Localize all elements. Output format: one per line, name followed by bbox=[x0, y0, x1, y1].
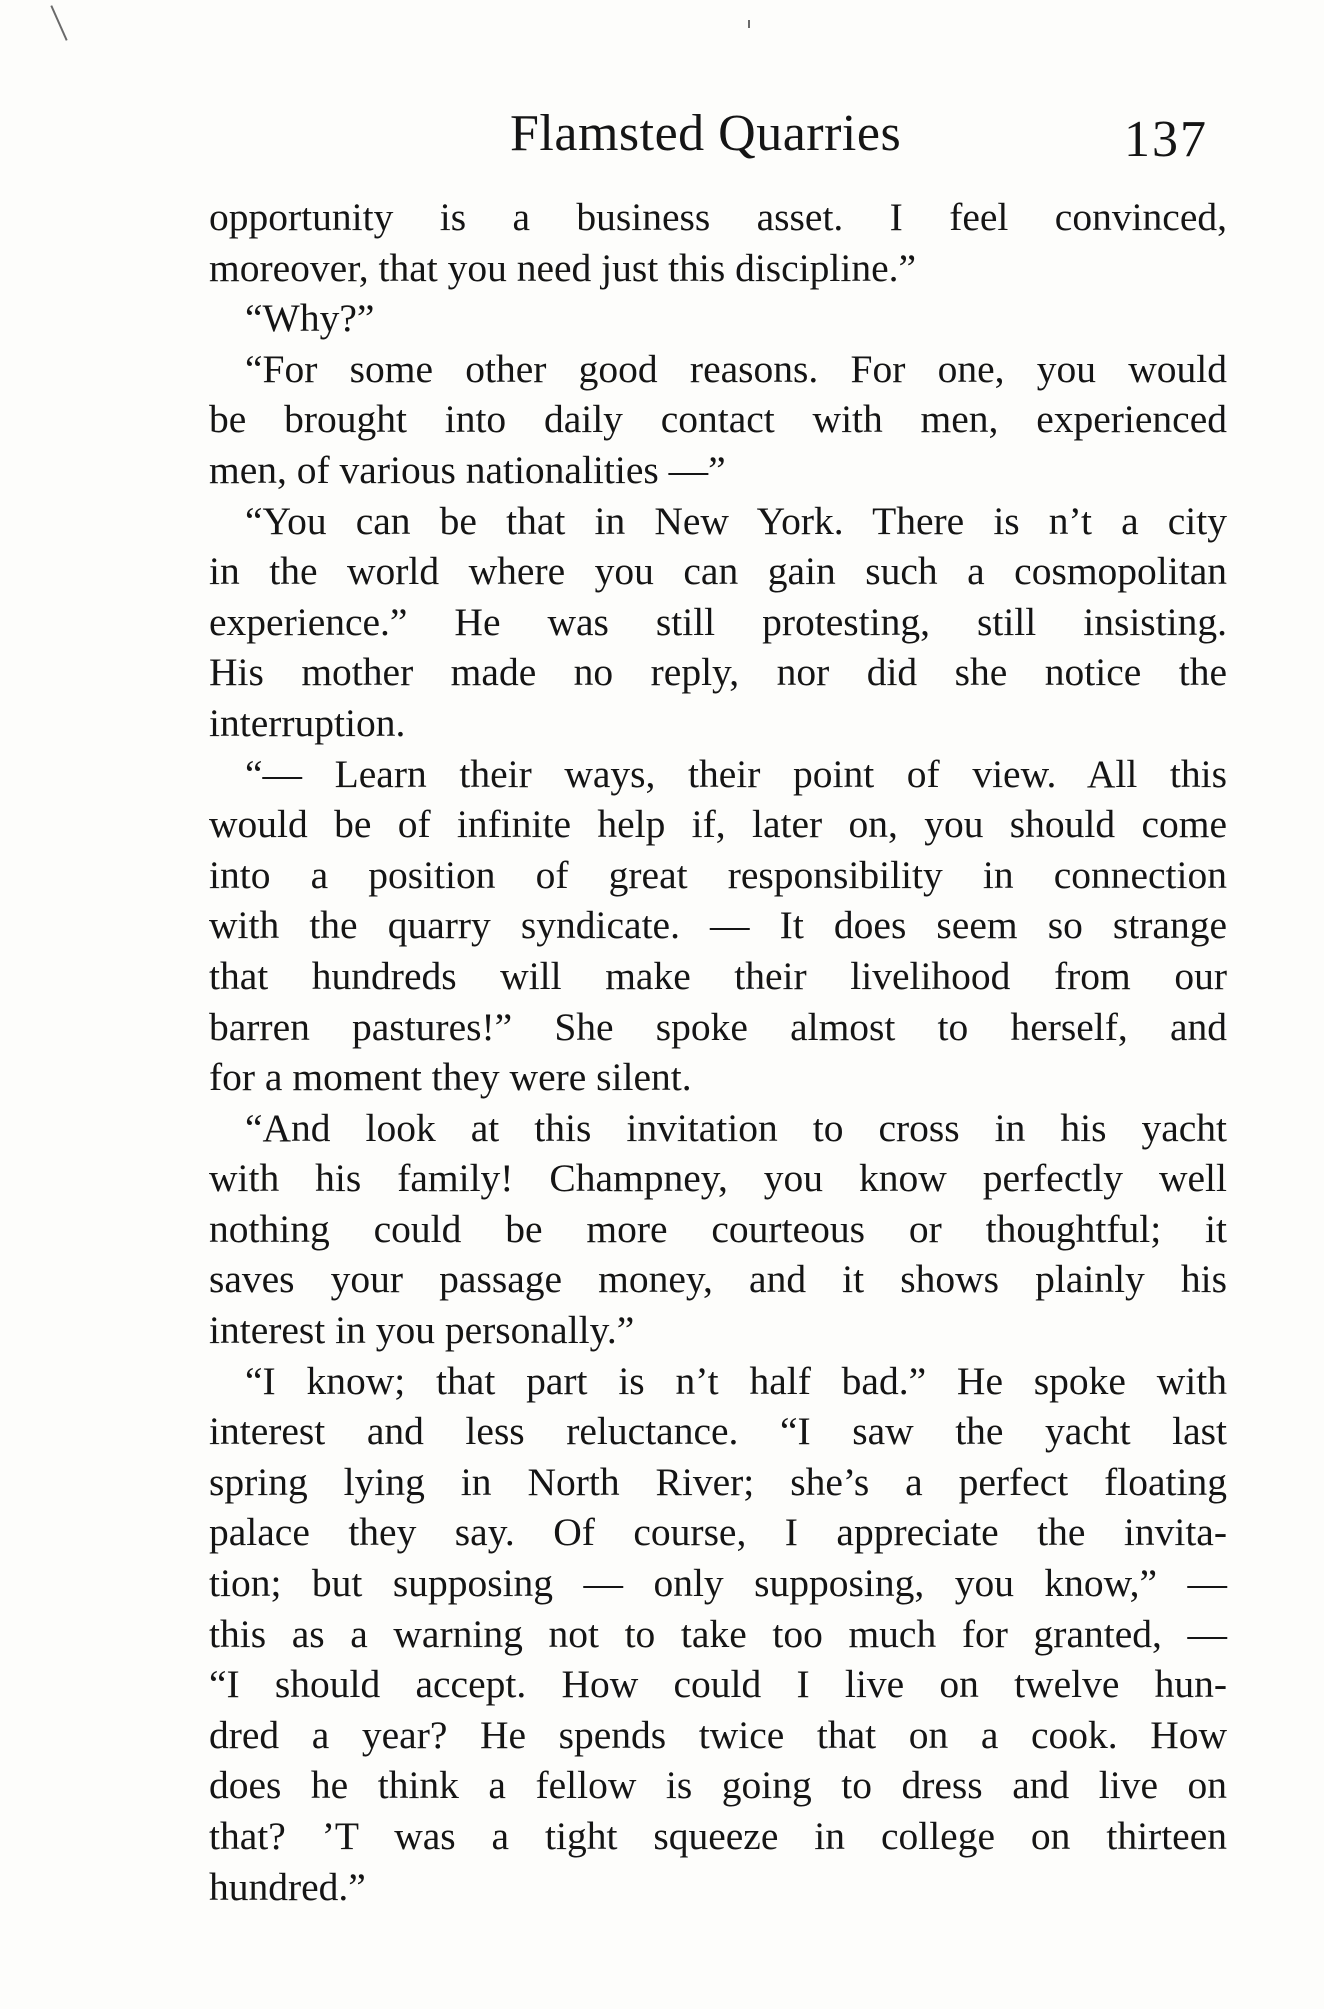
page-number: 137 bbox=[1124, 111, 1208, 168]
body-text bbox=[209, 192, 1227, 1912]
text-line: this as a warning not to take too much for granted, — bbox=[209, 1611, 1227, 1656]
running-title: Flamsted Quarries bbox=[510, 105, 902, 162]
text-line: saves your passage money, and it shows plainly his bbox=[209, 1257, 1227, 1302]
text-line: nothing could be more courteous or thoughtful; it bbox=[209, 1206, 1227, 1251]
text-line: “I should accept. How could I live on twelve hun- bbox=[209, 1662, 1227, 1707]
text-line: with the quarry syndicate. — It does seem so strange bbox=[209, 903, 1227, 948]
text-line: tion; but supposing — only supposing, you know,” — bbox=[209, 1561, 1227, 1606]
text-line: “Why?” bbox=[245, 296, 375, 341]
text-line: moreover, that you need just this discipline.” bbox=[209, 245, 917, 290]
text-line: in the world where you can gain such a cosmopolitan bbox=[209, 549, 1227, 594]
text-line: spring lying in North River; she’s a perfect floating bbox=[209, 1459, 1227, 1504]
text-line: for a moment they were silent. bbox=[209, 1055, 692, 1100]
text-line: does he think a fellow is going to dress and live on bbox=[209, 1763, 1227, 1808]
page-mark bbox=[748, 20, 750, 28]
text-line: interest in you personally.” bbox=[209, 1308, 635, 1353]
text-line: into a position of great responsibility in connection bbox=[209, 852, 1227, 897]
text-line: “And look at this invitation to cross in his yacht bbox=[245, 1105, 1227, 1150]
text-line: be brought into daily contact with men, experienced bbox=[209, 397, 1227, 442]
text-line: palace they say. Of course, I appreciate the invita- bbox=[209, 1510, 1227, 1555]
text-line: “For some other good reasons. For one, you would bbox=[245, 346, 1227, 391]
text-line: interruption. bbox=[209, 700, 406, 745]
text-line: opportunity is a business asset. I feel convinced, bbox=[209, 195, 1227, 239]
text-line: experience.” He was still protesting, still insisting. bbox=[209, 599, 1227, 644]
text-line: His mother made no reply, nor did she notice the bbox=[209, 650, 1227, 695]
text-line: “You can be that in New York. There is n’t a city bbox=[245, 498, 1227, 543]
text-line: “— Learn their ways, their point of view. All this bbox=[245, 751, 1227, 796]
text-line: with his family! Champney, you know perfectly well bbox=[209, 1156, 1227, 1201]
text-line: “I know; that part is n’t half bad.” He spoke with bbox=[245, 1358, 1227, 1403]
text-line: men, of various nationalities —” bbox=[209, 447, 726, 492]
text-line: interest and less reluctance. “I saw the yacht last bbox=[209, 1409, 1227, 1454]
text-line: that hundreds will make their livelihood from our bbox=[209, 953, 1227, 998]
running-head bbox=[0, 104, 1324, 174]
text-line: hundred.” bbox=[209, 1864, 366, 1909]
text-line: would be of infinite help if, later on, you should come bbox=[209, 802, 1227, 847]
text-line: that? ’T was a tight squeeze in college on thirteen bbox=[209, 1814, 1227, 1858]
text-line: dred a year? He spends twice that on a cook. How bbox=[209, 1712, 1227, 1757]
page-mark bbox=[50, 5, 67, 41]
text-line: barren pastures!” She spoke almost to herself, and bbox=[209, 1004, 1227, 1049]
